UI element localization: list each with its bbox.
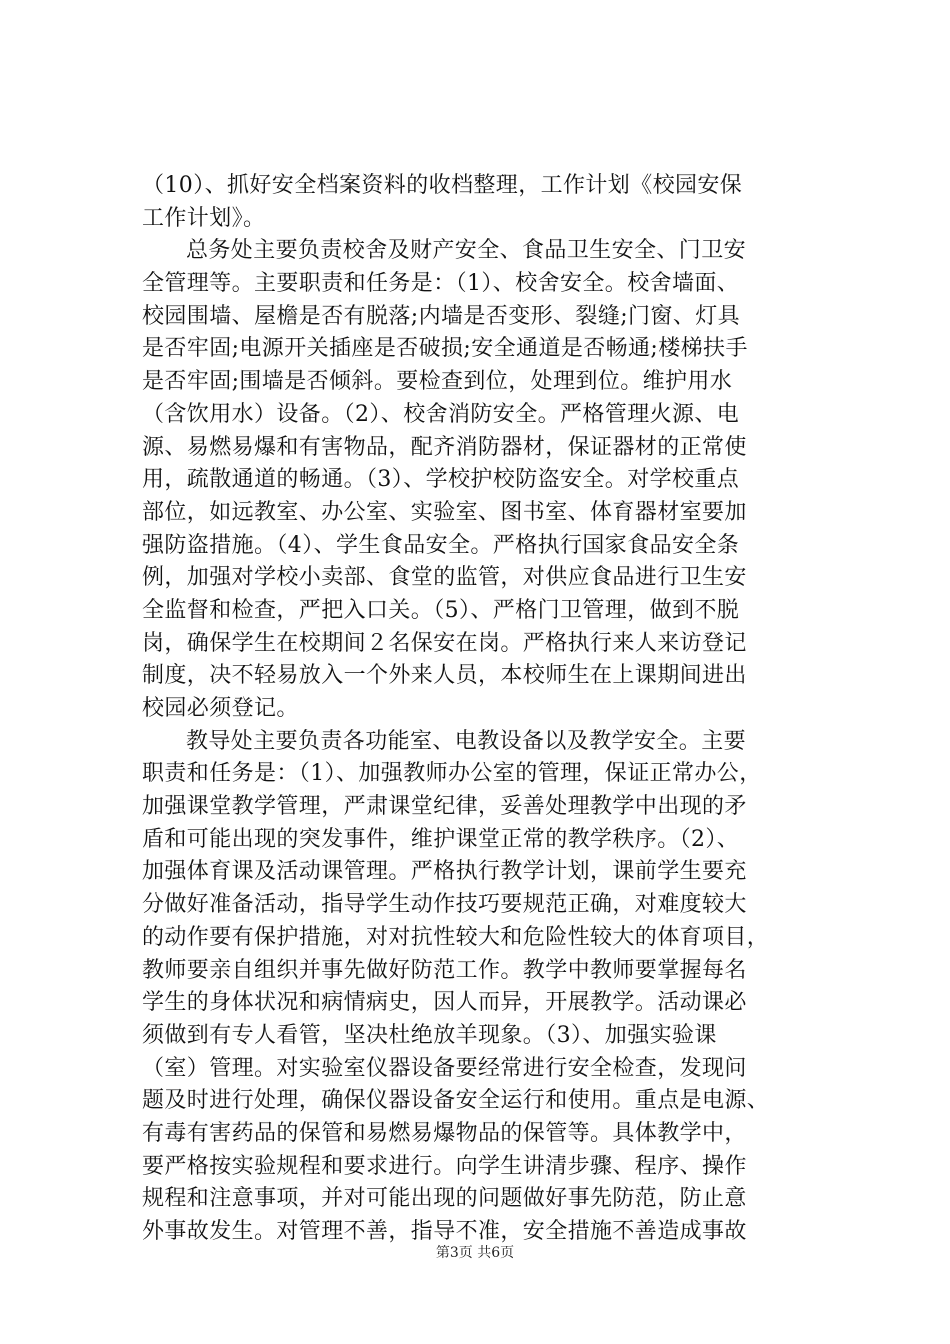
text-line: 源、易燃易爆和有害物品，配齐消防器材，保证器材的正常使 <box>142 434 747 460</box>
text-line: 的动作要有保护措施，对对抗性较大和危险性较大的体育项目， <box>142 924 770 950</box>
text-line: 须做到有专人看管，坚决杜绝放羊现象。（3）、加强实验课 <box>142 1022 717 1048</box>
page-footer: 第3页 共6页 <box>435 1245 515 1261</box>
text-line: 部位，如远教室、办公室、实验室、图书室、体育器材室要加 <box>142 499 747 525</box>
text-line: （室）管理。对实验室仪器设备要经常进行安全检查，发现问 <box>142 1055 747 1081</box>
text-line: 例，加强对学校小卖部、食堂的监管，对供应食品进行卫生安 <box>142 565 747 591</box>
text-line: 校园必须登记。 <box>142 696 299 721</box>
text-line: 强防盗措施。（4）、学生食品安全。严格执行国家食品安全条 <box>142 532 740 558</box>
text-line: 制度，决不轻易放入一个外来人员，本校师生在上课期间进出 <box>142 663 747 689</box>
text-line: （含饮用水）设备。（2）、校舍消防安全。严格管理火源、电 <box>142 401 740 427</box>
text-line: 分做好准备活动，指导学生动作技巧要规范正确，对难度较大 <box>142 892 747 918</box>
text-line: 规程和注意事项，并对可能出现的问题做好事先防范，防止意 <box>142 1186 747 1212</box>
document-body <box>142 170 832 1249</box>
text-line: 岗，确保学生在校期间２名保安在岗。严格执行来人来访登记 <box>142 630 747 656</box>
text-line: （10）、抓好安全档案资料的收档整理，工作计划《校园安保 <box>142 173 743 198</box>
text-line: 外事故发生。对管理不善，指导不准，安全措施不善造成事故 <box>142 1219 747 1244</box>
text-line: 教导处主要负责各功能室、电教设备以及教学安全。主要 <box>186 728 747 754</box>
text-line: 教师要亲自组织并事先做好防范工作。教学中教师要掌握每名 <box>142 957 747 983</box>
paragraph <box>142 170 832 235</box>
paragraph <box>142 726 832 1249</box>
text-line: 盾和可能出现的突发事件，维护课堂正常的教学秩序。（2）、 <box>142 826 740 852</box>
text-line: 要严格按实验规程和要求进行。向学生讲清步骤、程序、操作 <box>142 1153 747 1179</box>
text-line: 总务处主要负责校舍及财产安全、食品卫生安全、门卫安 <box>186 238 747 264</box>
text-line: 加强课堂教学管理，严肃课堂纪律，妥善处理教学中出现的矛 <box>142 794 747 820</box>
text-line: 题及时进行处理，确保仪器设备安全运行和使用。重点是电源、 <box>142 1088 770 1114</box>
text-line: 校园围墙、屋檐是否有脱落;内墙是否变形、裂缝;门窗、灯具 <box>142 303 741 329</box>
text-line: 工作计划》。 <box>142 205 266 231</box>
text-line: 用，疏散通道的畅通。（3）、学校护校防盗安全。对学校重点 <box>142 467 740 493</box>
text-line: 加强体育课及活动课管理。严格执行教学计划，课前学生要充 <box>142 859 747 885</box>
text-line: 职责和任务是：（1）、加强教师办公室的管理，保证正常办公， <box>142 761 762 787</box>
text-line: 全管理等。主要职责和任务是：（1）、校舍安全。校舍墙面、 <box>142 271 740 297</box>
text-line: 是否牢固;围墙是否倾斜。要检查到位，处理到位。维护用水 <box>142 369 733 395</box>
text-line: 全监督和检查，严把入口关。（5）、严格门卫管理，做到不脱 <box>142 597 740 623</box>
text-line: 学生的身体状况和病情病史，因人而异，开展教学。活动课必 <box>142 990 747 1016</box>
text-line: 有毒有害药品的保管和易燃易爆物品的保管等。具体教学中， <box>142 1120 747 1146</box>
paragraph <box>142 235 832 725</box>
text-line: 是否牢固;电源开关插座是否破损;安全通道是否畅通;楼梯扶手 <box>142 336 748 362</box>
